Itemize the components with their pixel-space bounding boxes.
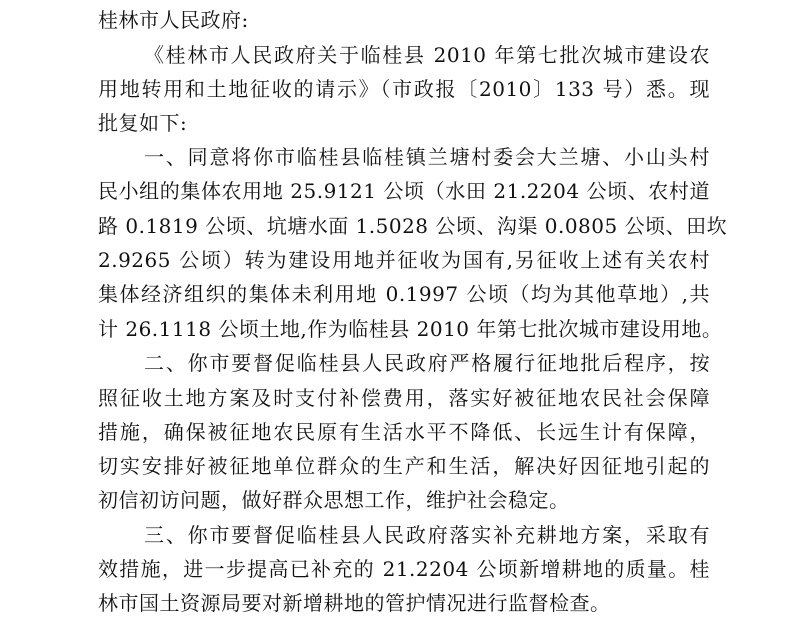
paragraph-line: 批复如下:	[98, 111, 188, 135]
addressee: 桂林市人民政府:	[98, 8, 249, 32]
paragraph-line: 民小组的集体农用地 25.9121 公顷（水田 21.2204 公顷、农村道	[98, 179, 710, 203]
paragraph-line: 照征收土地方案及时支付补偿费用，落实好被征地农民社会保障	[98, 386, 710, 410]
paragraph-line: 《桂林市人民政府关于临桂县 2010 年第七批次城市建设农	[144, 43, 710, 67]
paragraph-line: 措施，确保被征地农民原有生活水平不降低、长远生计有保障，	[98, 420, 710, 444]
paragraph-line: 初信初访问题，做好群众思想工作，维护社会稳定。	[98, 488, 570, 512]
paragraph-line: 二、你市要督促临桂县人民政府严格履行征地批后程序，按	[144, 351, 710, 375]
paragraph-line: 计 26.1118 公顷土地,作为临桂县 2010 年第七批次城市建设用地。	[98, 317, 723, 341]
paragraph-line: 效措施，进一步提高已补充的 21.2204 公顷新增耕地的质量。桂	[98, 557, 710, 581]
paragraph-line: 林市国土资源局要对新增耕地的管护情况进行监督检查。	[98, 591, 611, 615]
paragraph-line: 2.9265 公顷）转为建设用地并征收为国有,另征收上述有关农村	[98, 248, 710, 272]
paragraph-line: 一、同意将你市临桂县临桂镇兰塘村委会大兰塘、小山头村	[144, 145, 710, 169]
paragraph-line: 三、你市要督促临桂县人民政府落实补充耕地方案，采取有	[144, 523, 710, 547]
paragraph-line: 切实安排好被征地单位群众的生产和生活，解决好因征地引起的	[98, 454, 710, 478]
paragraph-line: 路 0.1819 公顷、坑塘水面 1.5028 公顷、沟渠 0.0805 公顷、田坎	[98, 214, 728, 238]
paragraph-line: 集体经济组织的集体未利用地 0.1997 公顷（均为其他草地）,共	[98, 282, 710, 306]
paragraph-line: 用地转用和土地征收的请示》（市政报〔2010〕133 号）悉。现	[98, 77, 710, 101]
